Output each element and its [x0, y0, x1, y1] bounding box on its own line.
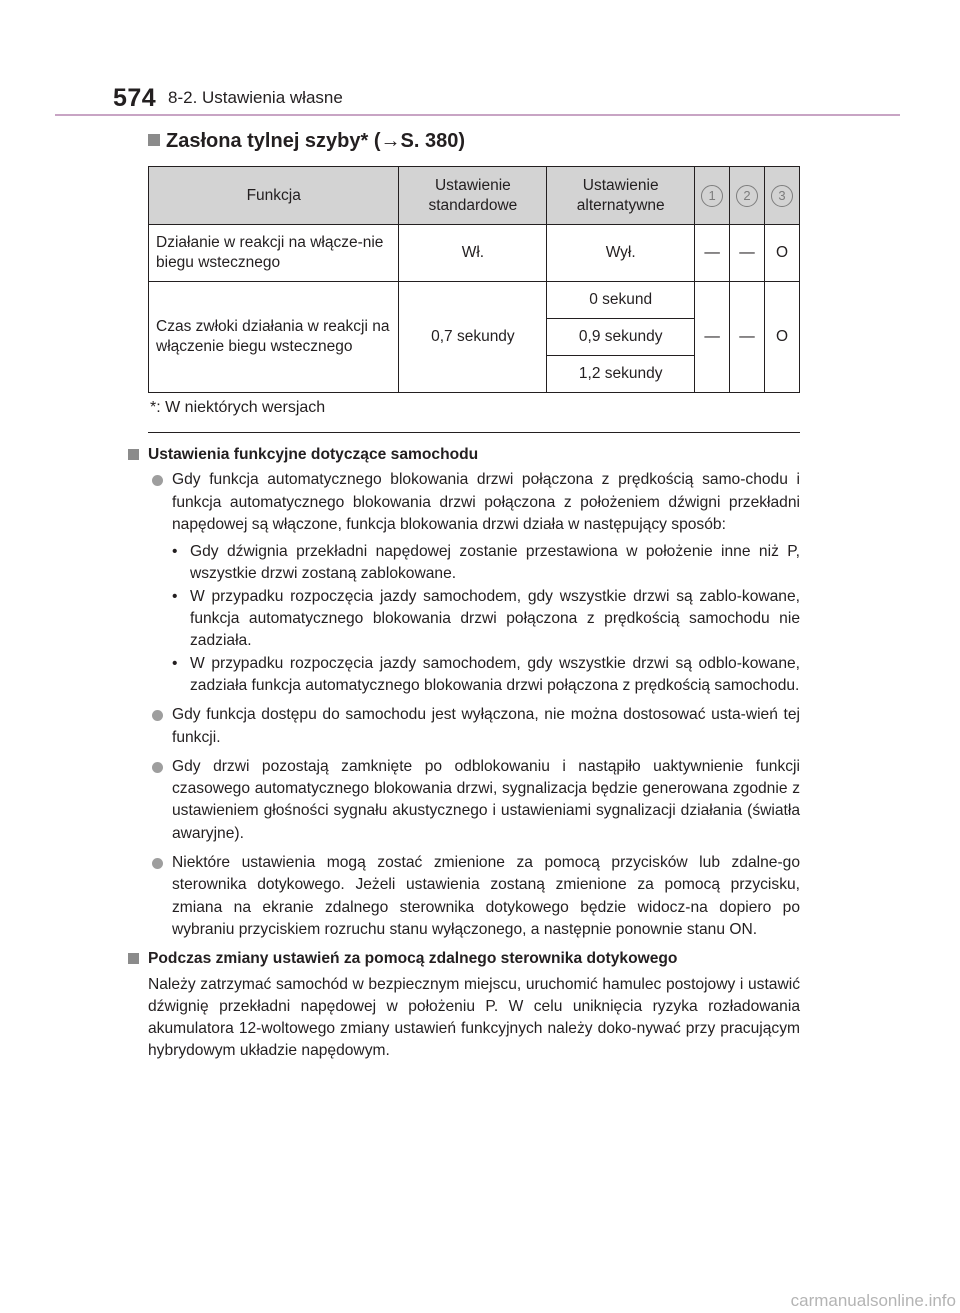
row1-default: Wł.: [399, 225, 547, 282]
row2-col3: O: [765, 282, 800, 393]
dot-bullet-icon: •: [172, 543, 178, 561]
heading-text: Ustawienia funkcyjne dotyczące samochodu: [148, 446, 479, 463]
row2-function: Czas zwłoki działania w reakcji na włączenie biegu wstecznego: [149, 282, 399, 393]
circled-1-icon: 1: [701, 185, 723, 207]
square-bullet-icon: [128, 449, 139, 460]
row2-alt-1: 0 sekund: [547, 282, 695, 319]
round-bullet-icon: [152, 762, 163, 773]
list-item-text: Gdy funkcja dostępu do samochodu jest wyłączona, nie można dostosować usta-wień tej funkcji.: [172, 706, 800, 746]
heading-text: Podczas zmiany ustawień za pomocą zdalnego sterownika dotykowego: [148, 950, 678, 968]
table-row: [149, 225, 800, 282]
row2-col1: —: [695, 282, 730, 393]
header-alternative: Ustawienie alternatywne: [547, 167, 695, 225]
row1-alternative: Wył.: [547, 225, 695, 282]
list-item: [128, 704, 800, 749]
row2-alt-2: 0,9 sekundy: [547, 319, 695, 356]
settings-table: [148, 166, 800, 393]
sub-item-text: W przypadku rozpoczęcia jazdy samochodem, gdy wszystkie drzwi są zablo-kowane, funkcja automatycznego blokowania drzwi połączona z prędkością samochodu nie zadziała.: [190, 587, 800, 650]
square-bullet-icon: [148, 134, 160, 146]
dot-bullet-icon: •: [172, 654, 178, 672]
list-item: [128, 469, 800, 697]
header-function: Funkcja: [149, 167, 399, 225]
watermark: carmanualsonline.info: [790, 1291, 956, 1310]
row2-col2: —: [730, 282, 765, 393]
list-item-text: Gdy funkcja automatycznego blokowania drzwi połączona z prędkością samo-chodu i funkcja automatycznego blokowania drzwi połączona z położeniem dźwigni przekładni napędowej są włączone, funkcja blokowania drzwi działa w następujący sposób:: [172, 471, 800, 533]
rear-shade-title: [148, 130, 465, 153]
round-bullet-icon: [152, 475, 163, 486]
row2-alt-3: 1,2 sekundy: [547, 356, 695, 393]
row1-col2: —: [730, 225, 765, 282]
round-bullet-icon: [152, 858, 163, 869]
round-bullet-icon: [152, 710, 163, 721]
title-text: Zasłona tylnej szyby* (→S. 380): [166, 130, 465, 152]
dot-bullet-icon: •: [172, 587, 178, 605]
table-row: [149, 282, 800, 319]
row1-col1: —: [695, 225, 730, 282]
sub-item: [128, 653, 800, 698]
row2-default: 0,7 sekundy: [399, 282, 547, 393]
section-divider: [148, 432, 800, 433]
circled-3-icon: 3: [771, 185, 793, 207]
section-title: 8-2. Ustawienia własne: [168, 88, 343, 107]
remote-touch-paragraph: Należy zatrzymać samochód w bezpiecznym miejscu, uruchomić hamulec postojowy i ustawić dźwignię przekładni napędowej w położeniu P. W celu uniknięcia ryzyka rozładowania akumulatora 12-woltowego zmiany ustawień funkcyjnych należy doko-nywać przy pracującym hybrydowym układzie napędowym.: [148, 975, 800, 1060]
sub-item: [128, 541, 800, 586]
page-header: [0, 0, 960, 120]
settings-heading: [128, 444, 800, 466]
page-number: 574: [113, 84, 157, 112]
footnote: *: W niektórych wersjach: [150, 399, 326, 416]
square-bullet-icon: [128, 953, 139, 964]
header-default: Ustawienie standardowe: [399, 167, 547, 225]
circled-2-icon: 2: [736, 185, 758, 207]
sub-item: [128, 586, 800, 653]
header-divider: [55, 114, 900, 116]
row1-function: Działanie w reakcji na włącze-nie biegu wstecznego: [149, 225, 399, 282]
row1-col3: O: [765, 225, 800, 282]
table-header-row: [149, 167, 800, 225]
remote-touch-heading: [128, 948, 800, 970]
list-item: [128, 852, 800, 941]
notes-body: [128, 444, 800, 1063]
list-item-text: Niektóre ustawienia mogą zostać zmienione za pomocą przycisków lub zdalne-go sterownika dotykowego. Jeżeli ustawienia zostaną zmienione za pomocą przycisku, zmiana na ekranie zdalnego sterownika dotykowego będzie widocz-na dopiero po wybraniu przyciskiem rozruchu stanu wyłączonego, a następnie ponownie stanu ON.: [172, 854, 800, 938]
sub-item-text: Gdy dźwignia przekładni napędowej zostanie przestawiona w położenie inne niż P, wszystkie drzwi zostaną zablokowane.: [190, 543, 800, 583]
list-item: [128, 756, 800, 845]
sub-item-text: W przypadku rozpoczęcia jazdy samochodem, gdy wszystkie drzwi są odblo-kowane, zadziała funkcja automatycznego blokowania drzwi połączona z prędkością samochodu.: [190, 654, 800, 694]
list-item-text: Gdy drzwi pozostają zamknięte po odblokowaniu i nastąpiło uaktywnienie funkcji czasowego automatycznego blokowania drzwi, sygnalizacja będzie generowana zgodnie z ustawieniem głośności sygnału akustycznego i ustawieniami sygnalizacji działania (światła awaryjne).: [172, 757, 800, 842]
